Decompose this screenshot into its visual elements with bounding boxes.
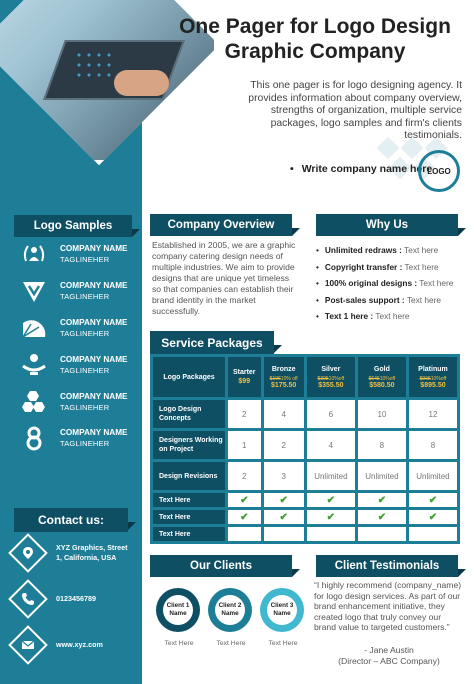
table-cell: 12: [409, 400, 457, 428]
web-text[interactable]: www.xyz.com: [56, 640, 103, 649]
why-us-item: • Copyright transfer : Text here: [316, 259, 472, 276]
table-cell: 3: [264, 462, 304, 490]
logo-sample-1: [20, 239, 138, 269]
logo-company-name: COMPANY NAME: [60, 392, 128, 401]
logo-tagline: TAGLINEHER: [60, 329, 110, 338]
why-us-list: [316, 242, 472, 325]
hand-image: [114, 70, 169, 96]
table-cell: 1: [228, 431, 261, 459]
table-header-row: [153, 357, 457, 397]
logo-tagline: TAGLINEHER: [60, 403, 110, 412]
table-cell: [307, 527, 355, 541]
page-title: One Pager for Logo Design Graphic Company: [179, 15, 451, 63]
contact-address: [14, 536, 134, 570]
check-icon: ✔: [307, 493, 355, 507]
check-icon: ✔: [409, 510, 457, 524]
our-clients-heading: Our Clients: [150, 555, 292, 577]
logo-sample-5: [20, 387, 138, 417]
package-header-gold: Gold $64510%off $580.50: [358, 357, 406, 397]
logo-placeholder: LOGO: [418, 150, 460, 192]
table-row: [153, 431, 457, 459]
location-icon: [8, 533, 48, 573]
logo-company-name: COMPANY NAME: [60, 318, 128, 327]
logo-sample-3: [20, 313, 138, 343]
table-cell: 8: [409, 431, 457, 459]
check-icon: ✔: [358, 493, 406, 507]
why-us-heading: Why Us: [316, 214, 458, 236]
contact-heading: Contact us:: [14, 508, 128, 532]
person-wave-icon: [20, 351, 48, 379]
table-cell: 2: [264, 431, 304, 459]
table-cell: [409, 527, 457, 541]
company-name-placeholder: • Write company name here: [290, 163, 432, 175]
contact-web: [14, 628, 134, 662]
client-logo-ring: Client 1 logo Client 1 Name: [156, 588, 200, 632]
laurel-figure-icon: [20, 240, 48, 268]
why-us-item: • Text 1 here : Text here: [316, 308, 472, 325]
logo-tagline: TAGLINEHER: [60, 292, 110, 301]
check-icon: ✔: [228, 493, 261, 507]
table-corner: Logo Packages: [153, 357, 225, 397]
logo-company-name: COMPANY NAME: [60, 428, 128, 437]
logo-sample-6: [20, 423, 138, 453]
logo-company-name: COMPANY NAME: [60, 355, 128, 364]
check-icon: ✔: [409, 493, 457, 507]
mail-icon: [8, 625, 48, 665]
client-name: Client 2 Name: [215, 595, 245, 625]
package-header-bronze: Bronze $19610% off $175.50: [264, 357, 304, 397]
check-icon: ✔: [228, 510, 261, 524]
client-text: Text Here: [268, 640, 298, 647]
check-icon: ✔: [307, 510, 355, 524]
check-icon: ✔: [264, 510, 304, 524]
table-row: [153, 400, 457, 428]
figure-eight-icon: [20, 424, 48, 452]
row-label: Logo Design Concepts: [153, 400, 225, 428]
table-cell: 10: [358, 400, 406, 428]
arc-fan-icon: [20, 314, 48, 342]
service-packages-heading: Service Packages: [150, 331, 274, 355]
check-icon: ✔: [358, 510, 406, 524]
hexagon-cluster-icon: [20, 388, 48, 416]
check-icon: ✔: [264, 493, 304, 507]
table-cell: 2: [228, 462, 261, 490]
contact-phone: [14, 582, 134, 616]
company-overview-text: Established in 2005, we are a graphic company catering design needs of multiple industries. We aim to provide designs that are unique yet timeless so that companies can establish their brand identity in the market successfully.: [152, 240, 296, 316]
testimonial-quote: “I highly recommend (company_name) for logo design services. As part of our brand enhancement initiative, they created logo that truly convey our brand value to targeted customers.”: [314, 580, 462, 633]
logo-sample-2: [20, 276, 138, 306]
testimonials-heading: Client Testimonials: [316, 555, 458, 577]
author-role: (Director – ABC Company): [338, 655, 440, 666]
table-cell: 2: [228, 400, 261, 428]
client-text: Text Here: [216, 640, 246, 647]
row-label: Text Here: [153, 510, 225, 524]
table-cell: 6: [307, 400, 355, 428]
row-label: Text Here: [153, 527, 225, 541]
logo-company-name: COMPANY NAME: [60, 244, 128, 253]
table-row: [153, 493, 457, 507]
client-1: [156, 584, 202, 647]
logo-tagline: TAGLINEHER: [60, 366, 110, 375]
logo-sample-4: [20, 350, 138, 380]
table-cell: [264, 527, 304, 541]
author-name: - Jane Austin: [364, 645, 414, 655]
logo-tagline: TAGLINEHER: [60, 439, 110, 448]
client-logo-ring: Client 2 logo Client 2 Name: [208, 588, 252, 632]
package-header-starter: Starter $99: [228, 357, 261, 397]
table-row: [153, 510, 457, 524]
table-cell: Unlimited: [307, 462, 355, 490]
logo-tagline: TAGLINEHER: [60, 255, 110, 264]
client-3: [260, 584, 306, 647]
clients-row: [150, 578, 300, 658]
table-row: [153, 527, 457, 541]
table-cell: Unlimited: [409, 462, 457, 490]
row-label: Text Here: [153, 493, 225, 507]
intro-text: This one pager is for logo designing agency. It provides information about company overview, strengths of organization, multiple service packages, logo samples and firm's clients testimonials.: [248, 80, 462, 142]
row-label: Designers Working on Project: [153, 431, 225, 459]
client-name: Client 3 Name: [267, 595, 297, 625]
phone-text[interactable]: 0123456789: [56, 594, 96, 603]
client-2: [208, 584, 254, 647]
why-us-item: • Post-sales support : Text here: [316, 292, 472, 309]
phone-icon: [8, 579, 48, 619]
table-cell: 4: [307, 431, 355, 459]
service-packages-table: [150, 354, 460, 544]
why-us-item: • 100% original designs : Text here: [316, 275, 472, 292]
testimonial-author: [314, 645, 464, 666]
table-cell: 4: [264, 400, 304, 428]
why-us-item: • Unlimited redraws : Text here: [316, 242, 472, 259]
client-name: Client 1 Name: [163, 595, 193, 625]
row-label: Design Revisions: [153, 462, 225, 490]
client-text: Text Here: [164, 640, 194, 647]
package-header-platinum: Platinum $99510%off $895.50: [409, 357, 457, 397]
chevron-triangle-icon: [20, 277, 48, 305]
table-cell: Unlimited: [358, 462, 406, 490]
table-row: [153, 462, 457, 490]
company-overview-heading: Company Overview: [150, 214, 292, 236]
logo-samples-heading: Logo Samples: [14, 215, 132, 237]
client-logo-ring: Client 3 logo Client 3 Name: [260, 588, 304, 632]
table-cell: [358, 527, 406, 541]
address-text: XYZ Graphics, Street 1, California, USA: [56, 543, 128, 562]
table-cell: [228, 527, 261, 541]
table-cell: 8: [358, 431, 406, 459]
logo-company-name: COMPANY NAME: [60, 281, 128, 290]
package-header-silver: Silver $39510%off $355.50: [307, 357, 355, 397]
